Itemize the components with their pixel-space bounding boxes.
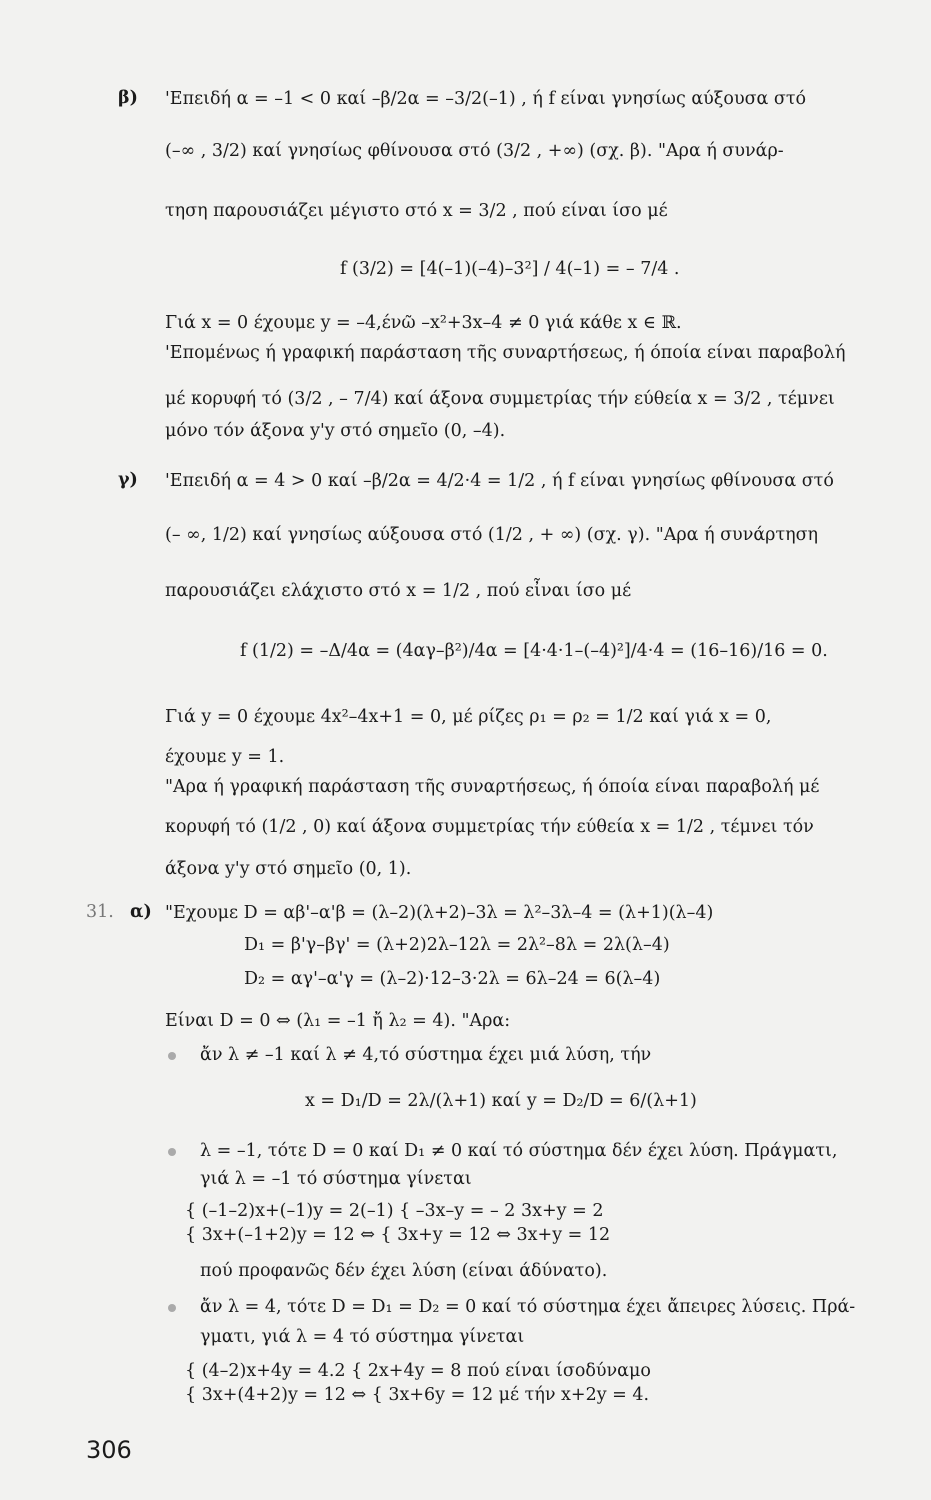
part-label-gamma: γ)	[118, 470, 138, 490]
text-line: 'Επειδή α = 4 > 0 καί –β/2α = 4/2·4 = 1/2 , ή f είναι γνησίως φθίνουσα στό	[165, 471, 834, 491]
part-label-beta: β)	[118, 88, 138, 108]
bullet-icon	[168, 1148, 176, 1156]
text-line: D₂ = αγ'–α'γ = (λ–2)·12–3·2λ = 6λ–24 = 6(λ–4)	[244, 969, 661, 989]
text-line: (–∞ , 3/2) καί γνησίως φθίνουσα στό (3/2 , +∞) (σχ. β). "Αρα ή συνάρ-	[165, 141, 784, 161]
text-line: μόνο τόν άξονα y'y στό σημεῖο (0, –4).	[165, 421, 506, 441]
bullet-icon	[168, 1304, 176, 1312]
text-line: (– ∞, 1/2) καί γνησίως αύξουσα στό (1/2 , + ∞) (σχ. γ). "Αρα ή συνάρτηση	[165, 525, 819, 545]
text-line: παρουσιάζει ελάχιστο στό x = 1/2 , πού εἶναι ίσο μέ	[165, 581, 632, 601]
exercise-number: 31.	[86, 902, 114, 922]
system-line: { (4–2)x+4y = 4.2 { 2x+4y = 8 πού είναι ίσοδύναμο	[185, 1361, 651, 1381]
text-line: πού προφανῶς δέν έχει λύση (είναι άδύνατο).	[200, 1261, 608, 1281]
text-line: άξονα y'y στό σημεῖο (0, 1).	[165, 859, 412, 879]
part-label-alpha: α)	[130, 902, 152, 922]
system-line: { (–1–2)x+(–1)y = 2(–1) { –3x–y = – 2 3x+y = 2	[185, 1201, 604, 1221]
text-line: τηση παρουσιάζει μέγιστο στό x = 3/2 , πού είναι ίσο μέ	[165, 201, 668, 221]
formula-line: x = D₁/D = 2λ/(λ+1) καί y = D₂/D = 6/(λ+1)	[305, 1091, 697, 1111]
text-line: γιά λ = –1 τό σύστημα γίνεται	[200, 1169, 472, 1189]
text-line: έχουμε y = 1.	[165, 747, 285, 767]
page-number: 306	[86, 1436, 132, 1464]
text-line: Γιά y = 0 έχουμε 4x²–4x+1 = 0, μέ ρίζες ρ₁ = ρ₂ = 1/2 καί γιά x = 0,	[165, 707, 772, 727]
system-line: { 3x+(4+2)y = 12 ⇔ { 3x+6y = 12 μέ τήν x+2y = 4.	[185, 1385, 650, 1405]
text-line: D₁ = β'γ–βγ' = (λ+2)2λ–12λ = 2λ²–8λ = 2λ(λ–4)	[244, 935, 670, 955]
text-line: ἄν λ ≠ –1 καί λ ≠ 4,τό σύστημα έχει μιά λύση, τήν	[200, 1045, 652, 1065]
formula-line: f (3/2) = [4(–1)(–4)–3²] / 4(–1) = – 7/4 .	[340, 259, 680, 279]
text-line: μέ κορυφή τό (3/2 , – 7/4) καί άξονα συμμετρίας τήν εύθεία x = 3/2 , τέμνει	[165, 389, 835, 409]
text-line: Γιά x = 0 έχουμε y = –4,ένῶ –x²+3x–4 ≠ 0 γιά κάθε x ∈ ℝ.	[165, 313, 682, 333]
text-line: 'Επομένως ή γραφική παράσταση τῆς συναρτήσεως, ή όποία είναι παραβολή	[165, 343, 846, 363]
text-line: "Εχουμε D = αβ'–α'β = (λ–2)(λ+2)–3λ = λ²–3λ–4 = (λ+1)(λ–4)	[165, 903, 714, 923]
text-line: "Αρα ή γραφική παράσταση τῆς συναρτήσεως, ή όποία είναι παραβολή μέ	[165, 777, 820, 797]
text-line: λ = –1, τότε D = 0 καί D₁ ≠ 0 καί τό σύστημα δέν έχει λύση. Πράγματι,	[200, 1141, 838, 1161]
bullet-icon	[168, 1052, 176, 1060]
formula-line: f (1/2) = –Δ/4α = (4αγ–β²)/4α = [4·4·1–(–4)²]/4·4 = (16–16)/16 = 0.	[240, 641, 828, 661]
text-line: 'Επειδή α = –1 < 0 καί –β/2α = –3/2(–1) , ή f είναι γνησίως αύξουσα στό	[165, 89, 807, 109]
text-line: ἄν λ = 4, τότε D = D₁ = D₂ = 0 καί τό σύστημα έχει ἄπειρες λύσεις. Πρά-	[200, 1297, 856, 1317]
system-line: { 3x+(–1+2)y = 12 ⇔ { 3x+y = 12 ⇔ 3x+y = 12	[185, 1225, 611, 1245]
text-line: κορυφή τό (1/2 , 0) καί άξονα συμμετρίας τήν εύθεία x = 1/2 , τέμνει τόν	[165, 817, 814, 837]
text-line: γματι, γιά λ = 4 τό σύστημα γίνεται	[200, 1327, 525, 1347]
text-line: Είναι D = 0 ⇔ (λ₁ = –1 ἤ λ₂ = 4). "Αρα:	[165, 1011, 511, 1031]
